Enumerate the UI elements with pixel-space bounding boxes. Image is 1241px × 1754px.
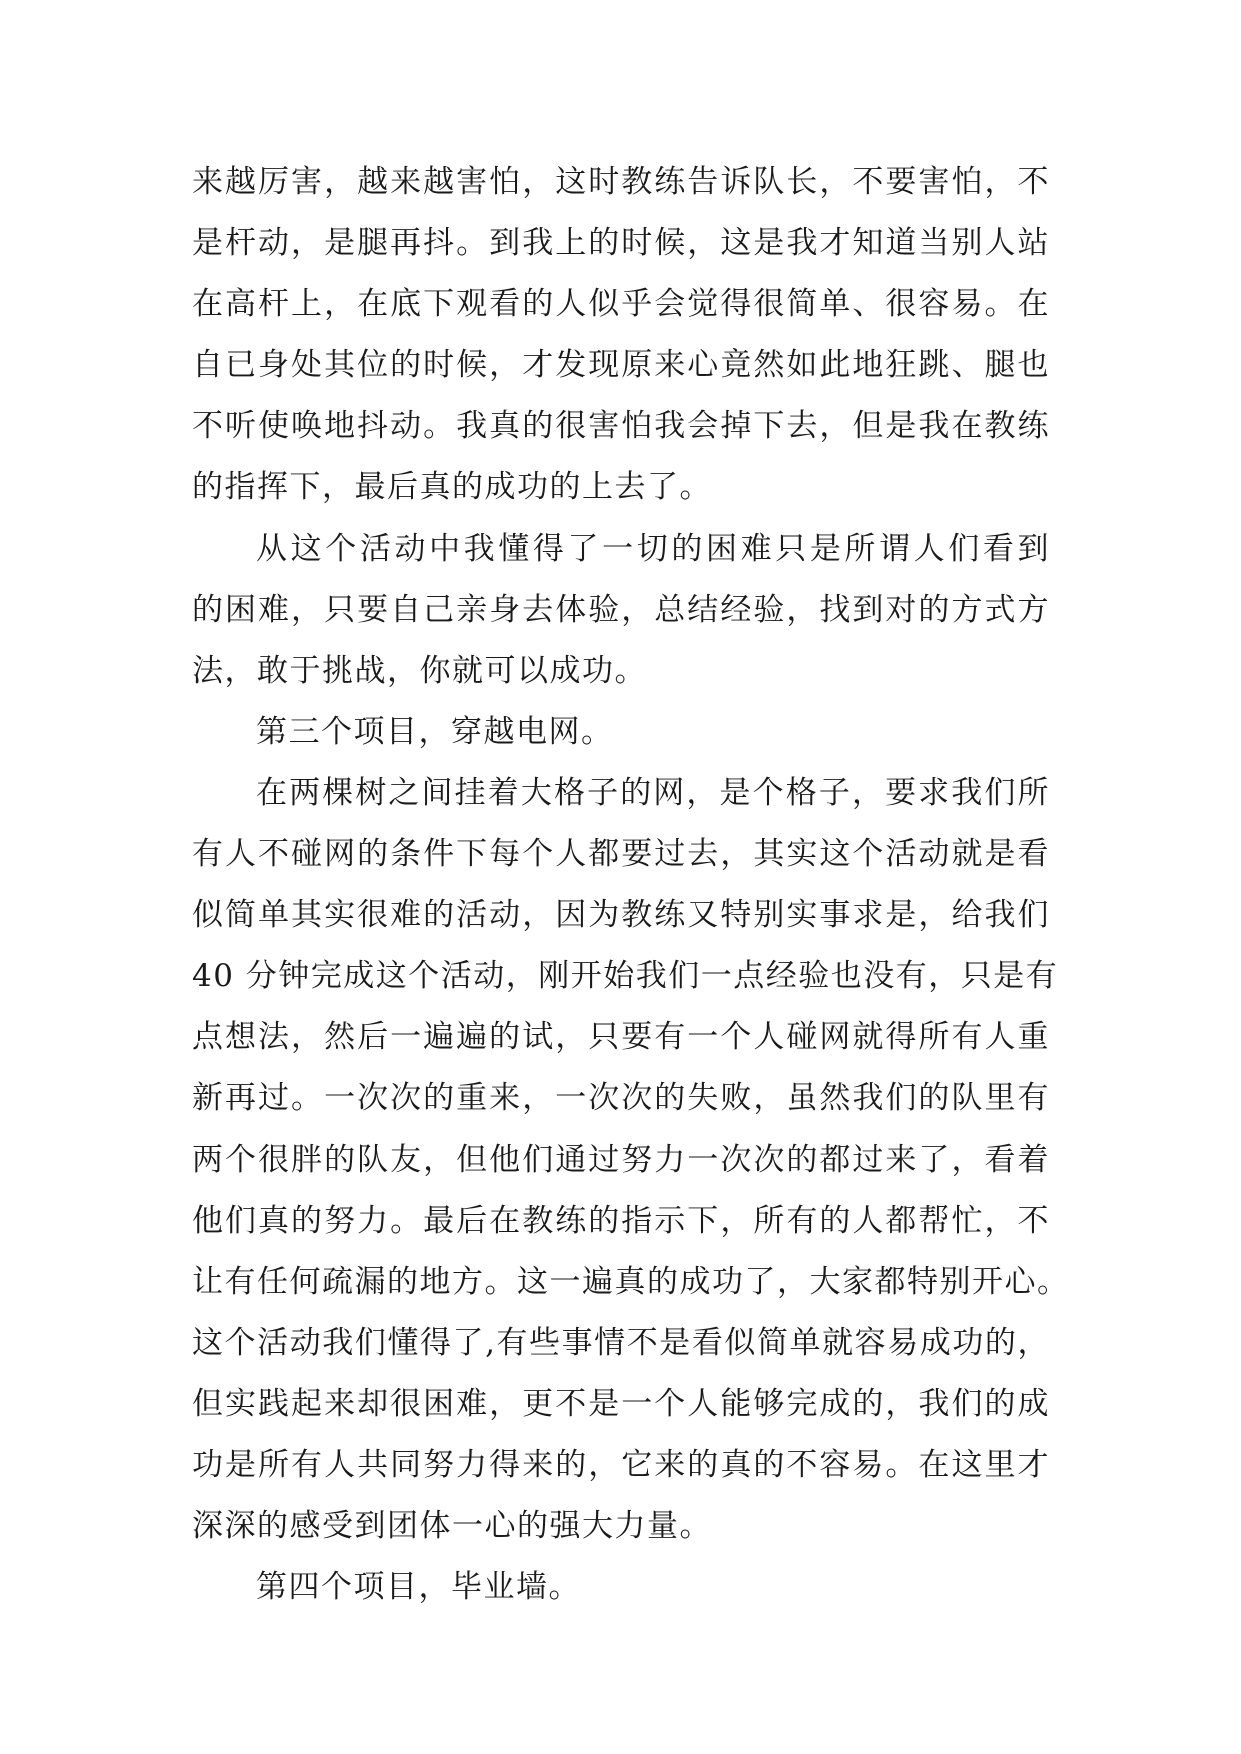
text-line: 从这个活动中我懂得了一切的困难只是所谓人们看到 [256,530,1050,567]
text-line: 第四个项目，毕业墙。 [256,1569,581,1606]
text-line: 是杆动，是腿再抖。到我上的时候，这是我才知道当别人站 [192,225,1050,262]
text-line: 40 分钟完成这个活动，刚开始我们一点经验也没有，只是有 [192,958,1059,995]
text-line: 在两棵树之间挂着大格子的网，是个格子，要求我们所 [256,774,1050,811]
text-line: 自已身处其位的时候，才发现原来心竟然如此地狂跳、腿也 [192,347,1050,384]
text-line: 来越厉害，越来越害怕，这时教练告诉队长，不要害怕，不 [192,164,1050,200]
text-line: 似简单其实很难的活动，因为教练又特别实事求是，给我们 [192,897,1050,934]
text-line: 不听使唤地抖动。我真的很害怕我会掉下去，但是我在教练 [192,408,1050,445]
document-body [192,152,1070,1618]
text-line: 深深的感受到团体一心的强大力量。 [192,1508,712,1545]
text-line: 有人不碰网的条件下每个人都要过去，其实这个活动就是看 [192,836,1050,873]
text-line: 法，敢于挑战，你就可以成功。 [192,652,647,689]
text-line: 这个活动我们懂得了,有些事情不是看似简单就容易成功的， [192,1324,1050,1361]
text-line: 功是所有人共同努力得来的，它来的真的不容易。在这里才 [192,1446,1050,1483]
text-line: 他们真的努力。最后在教练的指示下，所有的人都帮忙，不 [192,1202,1050,1239]
text-line: 但实践起来却很困难，更不是一个人能够完成的，我们的成 [192,1385,1050,1422]
text-line: 在高杆上，在底下观看的人似乎会觉得很简单、很容易。在 [192,286,1050,323]
text-line: 让有任何疏漏的地方。这一遍真的成功了，大家都特别开心。 [192,1263,1070,1300]
text-line: 第三个项目，穿越电网。 [256,713,614,750]
text-line: 新再过。一次次的重来，一次次的失败，虽然我们的队里有 [192,1080,1050,1117]
text-line: 两个很胖的队友，但他们通过努力一次次的都过来了，看着 [192,1141,1050,1178]
text-line: 的困难，只要自己亲身去体验，总结经验，找到对的方式方 [192,591,1050,628]
text-line: 点想法，然后一遍遍的试，只要有一个人碰网就得所有人重 [192,1019,1050,1056]
text-line: 的指挥下，最后真的成功的上去了。 [192,469,712,506]
